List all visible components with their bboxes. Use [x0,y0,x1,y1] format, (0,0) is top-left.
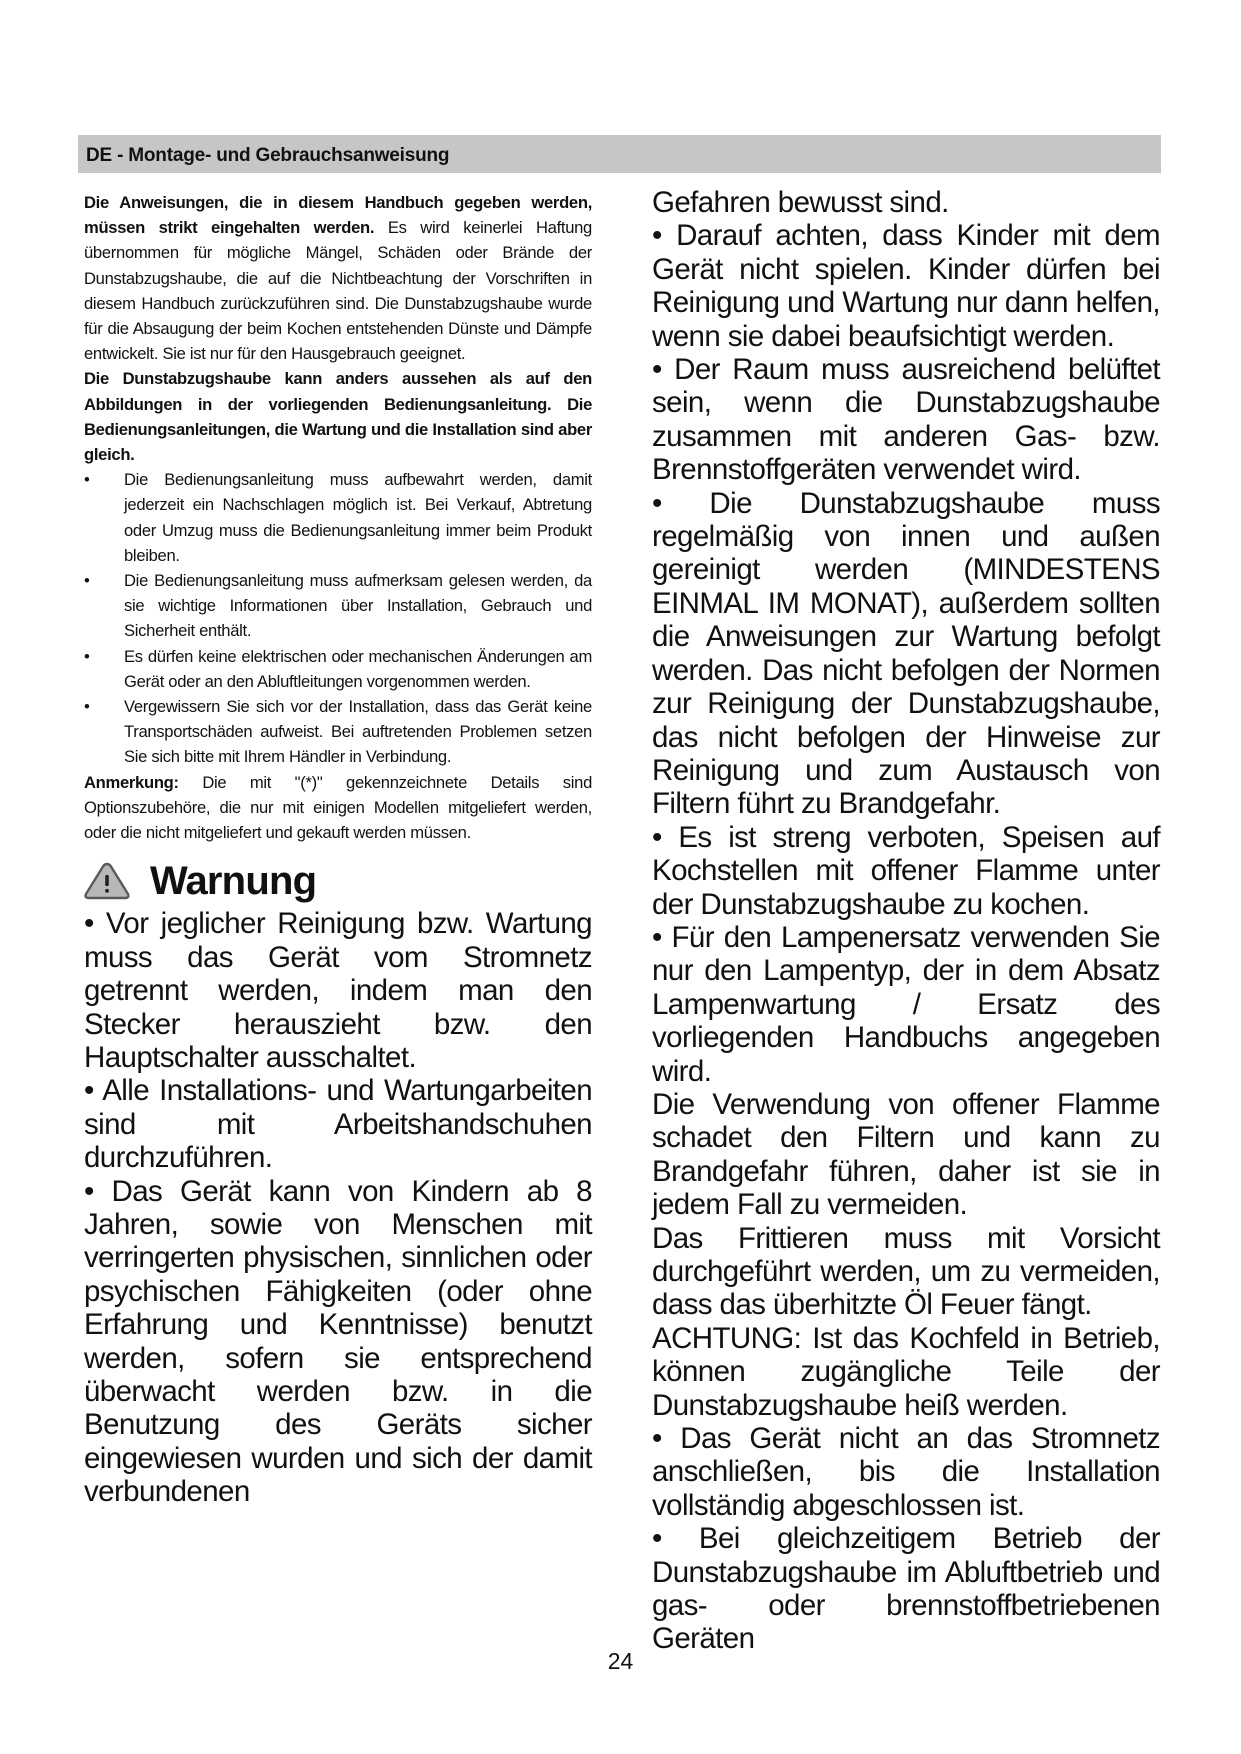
note-label: Anmerkung: [84,772,179,792]
right-paragraph: • Für den Lampenersatz verwenden Sie nur den Lampentyp, der in dem Absatz Lampenwartung / Ersatz des vorliegenden Handbuchs angegeben wird. [652,920,1160,1088]
page-number: 24 [607,1648,634,1674]
warning-paragraph: • Vor jeglicher Reinigung bzw. Wartung muss das Gerät vom Stromnetz getrennt werden, indem man den Stecker herauszieht bzw. den Hauptschalter ausschaltet. [84,907,592,1074]
warning-heading [84,855,592,907]
bullet-item: • Es dürfen keine elektrischen oder mechanischen Änderungen am Gerät oder an den Abluftleitungen vorgenommen werden. [84,644,592,694]
warning-paragraph: • Alle Installations- und Wartungarbeiten sind mit Arbeitshandschuhen durchzuführen. [84,1074,592,1175]
right-paragraph: • Es ist streng verboten, Speisen auf Kochstellen mit offener Flamme unter der Dunstabzugshaube zu kochen. [652,820,1160,921]
bullet-item: • Die Bedienungsanleitung muss aufbewahrt werden, damit jederzeit ein Nachschlagen möglich ist. Bei Verkauf, Abtretung oder Umzug muss die Bedienungsanleitung immer beim Produkt bleiben. [84,467,592,568]
bullet-item: • Die Bedienungsanleitung muss aufmerksam gelesen werden, da sie wichtige Informationen über Installation, Gebrauch und Sicherheit enthält. [84,568,592,644]
warning-title: Warnung [150,858,317,903]
section-title: DE - Montage- und Gebrauchsanweisung [86,145,450,166]
right-paragraph: • Der Raum muss ausreichend belüftet sein, wenn die Dunstabzugshaube zusammen mit anderen Gas- bzw. Brennstoffgeräten verwendet wird. [652,353,1160,487]
right-paragraph: • Bei gleichzeitigem Betrieb der Dunstabzugshaube im Abluftbetrieb und gas- oder brennstoffbetriebenen Geräten [652,1522,1160,1656]
note-paragraph [84,770,592,846]
note-text: Die mit "(*)" gekennzeichnete Details sind Optionszubehöre, die nur mit einigen Modellen mitgeliefert werden, oder die nicht mitgeliefert und gekauft werden müssen. [84,772,592,843]
section-header-bar [78,135,1161,173]
right-paragraph: • Darauf achten, dass Kinder mit dem Gerät nicht spielen. Kinder dürfen bei Reinigung und Wartung nur dann helfen, wenn sie dabei beaufsichtigt werden. [652,219,1160,353]
bullet-item: • Vergewissern Sie sich vor der Installation, dass das Gerät keine Transportschäden aufweist. Bei auftretenden Problemen setzen Sie sich bitte mit Ihrem Händler in Verbindung. [84,694,592,770]
right-paragraph: Die Verwendung von offener Flamme schadet den Filtern und kann zu Brandgefahr führen, daher ist sie in jedem Fall zu vermeiden. [652,1087,1160,1222]
right-paragraph: Gefahren bewusst sind. [652,186,949,219]
right-paragraph: ACHTUNG: Ist das Kochfeld in Betrieb, können zugängliche Teile der Dunstabzugshaube heiß werden. [652,1321,1160,1422]
intro-paragraph [84,190,592,366]
intro-bold-text: Die Anweisungen, die in diesem Handbuch gegeben werden, müssen strikt eingehalten werden. [84,193,592,238]
warning-triangle-icon [84,862,130,900]
notice-paragraph [84,366,592,467]
right-column [652,186,1160,1656]
right-paragraph: • Das Gerät nicht an das Stromnetz anschließen, bis die Installation vollständig abgeschlossen ist. [652,1422,1160,1522]
instruction-bullet-list [84,467,592,769]
warning-paragraph: • Das Gerät kann von Kindern ab 8 Jahren, sowie von Menschen mit verringerten physischen, sinnlichen oder psychischen Fähigkeiten (oder ohne Erfahrung und Kenntnisse) benutzt werden, sofern sie entsprechend überwacht werden bzw. in die Benutzung des Geräts sicher eingewiesen wurden und sich der damit verbundenen [84,1174,592,1509]
intro-text: Es wird keinerlei Haftung übernommen für mögliche Mängel, Schäden oder Brände der Dunstabzugshaube, die auf die Nichtbeachtung der Vorschriften in diesem Handbuch zurückzuführen sind. Die Dunstabzugshaube wurde für die Absaugung der beim Kochen entstehenden Dünste und Dämpfe entwickelt. Sie ist nur für den Hausgebrauch geeignet. [84,218,592,364]
notice-bold-text: Die Dunstabzugshaube kann anders aussehen als auf den Abbildungen in der vorliegenden Bedienungsanleitung. Die Bedienungsanleitungen, die Wartung und die Installation sind aber gleich. [84,369,592,465]
right-paragraph: • Die Dunstabzugshaube muss regelmäßig von innen und außen gereinigt werden (MINDESTENS EINMAL IM MONAT), außerdem sollten die Anweisungen zur Wartung befolgt werden. Das nicht befolgen der Normen zur Reinigung der Dunstabzugshaube, das nicht befolgen der Hinweise zur Reinigung und zum Austausch von Filtern führt zu Brandgefahr. [652,486,1160,821]
right-paragraph: Das Frittieren muss mit Vorsicht durchgeführt werden, um zu vermeiden, dass das überhitzte Öl Feuer fängt. [652,1221,1160,1322]
left-column [84,190,592,1509]
